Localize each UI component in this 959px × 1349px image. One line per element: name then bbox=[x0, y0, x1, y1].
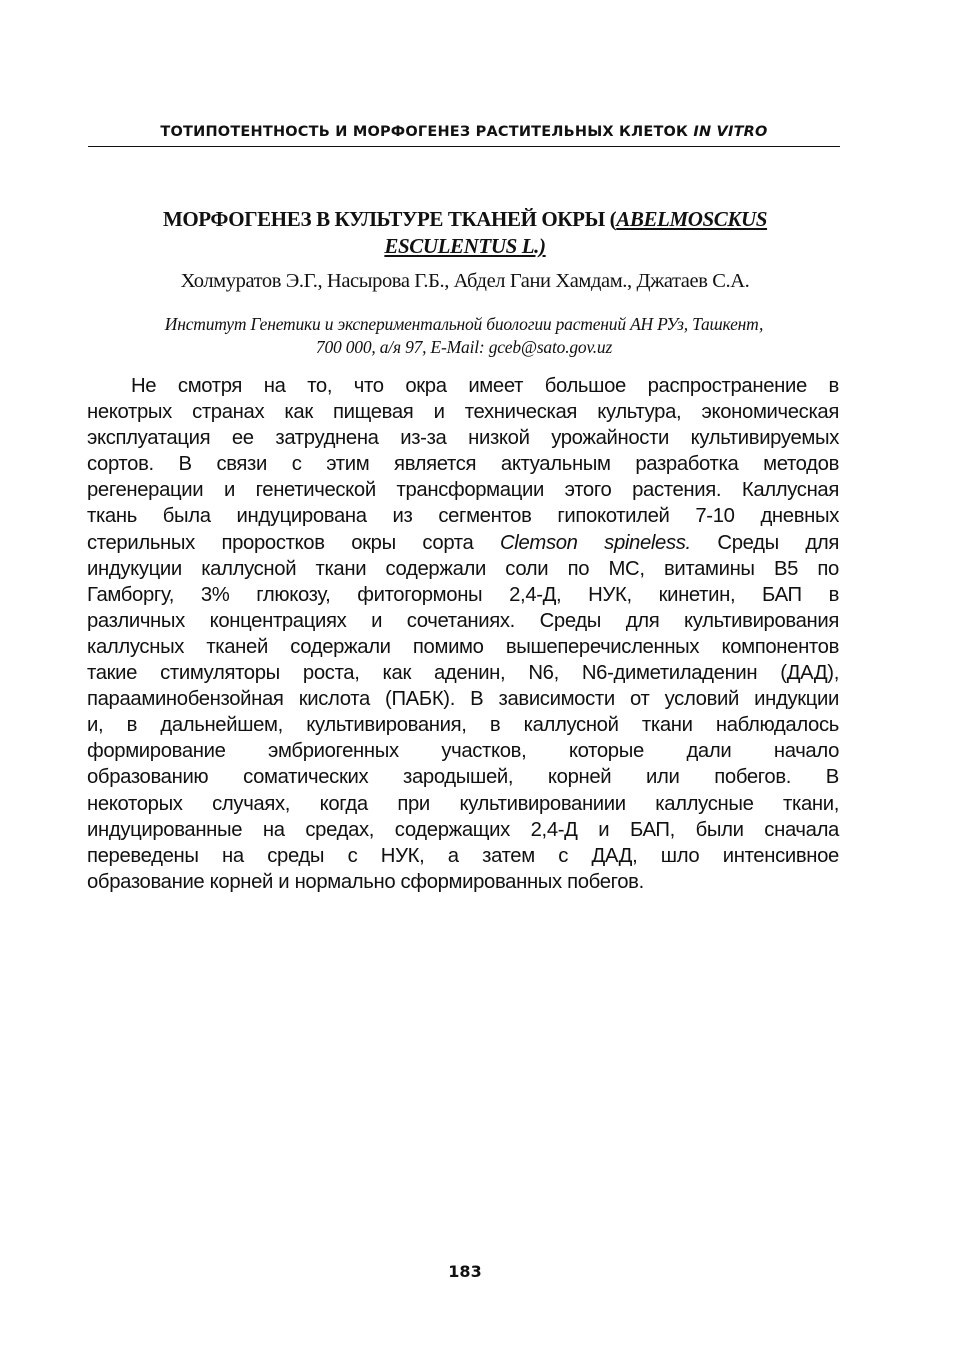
body-line: образование корней и нормально сформированных побегов. bbox=[87, 870, 644, 893]
article-title bbox=[100, 206, 830, 260]
body-line: индуцированные на средах, содержащих 2,4-Д и БАП, были сначала bbox=[87, 818, 839, 841]
body-text-segment: стерильных проростков окры сорта bbox=[87, 531, 501, 554]
title-latin-line2: ESCULENTUS L.) bbox=[384, 234, 546, 258]
body-line: образованию соматических зародышей, корней или побегов. В bbox=[87, 766, 839, 789]
body-line: эксплуатация ее затруднена из-за низкой урожайности культивируемых bbox=[87, 427, 839, 450]
body-line: Не смотря на то, что окра имеет большое распространение в bbox=[131, 375, 839, 397]
affiliation-line2: 700 000, а/я 97, E-Mail: gceb@sato.gov.uz bbox=[315, 337, 613, 357]
body-line: сортов. В связи с этим является актуальным разработка методов bbox=[87, 453, 839, 476]
body-text-segment: Среды для bbox=[690, 531, 839, 554]
body-line bbox=[87, 530, 839, 556]
running-header bbox=[88, 124, 840, 140]
body-line: переведены на среды с НУК, а затем с ДАД, шло интенсивное bbox=[87, 844, 839, 867]
cultivar-name: Clemson spineless. bbox=[500, 531, 691, 554]
running-header-italic: IN VITRO bbox=[693, 124, 768, 140]
title-latin-line1: ABELMOSCKUS bbox=[616, 207, 768, 231]
affiliation-line1: Институт Генетики и экспериментальной биологии растений АН РУз, Ташкент, bbox=[164, 314, 764, 334]
title-main: МОРФОГЕНЕЗ В КУЛЬТУРЕ ТКАНЕЙ ОКРЫ ( bbox=[162, 207, 617, 231]
authors: Холмуратов Э.Г., Насырова Г.Б., Абдел Гани Хамдам., Джатаев С.А. bbox=[180, 270, 750, 292]
body-line: парааминобензойная кислота (ПАБК). В зависимости от условий индукции bbox=[87, 688, 839, 711]
page-number: 183 bbox=[448, 1262, 482, 1281]
body-line: некоторых случаях, когда при культивированиии каллусные ткани, bbox=[87, 792, 839, 815]
header-rule bbox=[88, 146, 840, 147]
body-line: некотрых странах как пищевая и техническая культура, экономическая bbox=[87, 401, 839, 424]
body-line: индукуции каллусной ткани содержали соли по МС, витамины В5 по bbox=[87, 557, 839, 580]
body-line: ткань была индуцирована из сегментов гипокотилей 7-10 дневных bbox=[87, 505, 839, 528]
affiliation bbox=[90, 313, 838, 359]
running-header-text: ТОТИПОТЕНТНОСТЬ И МОРФОГЕНЕЗ РАСТИТЕЛЬНЫХ КЛЕТОК bbox=[160, 124, 689, 140]
body-line: формирование эмбриогенных участков, которые дали начало bbox=[87, 740, 839, 763]
body-line: Гамборгу, 3% глюкозу, фитогормоны 2,4-Д, НУК, кинетин, БАП в bbox=[87, 583, 839, 606]
abstract-body bbox=[87, 373, 839, 895]
body-line: и, в дальнейшем, культивирования, в каллусной ткани наблюдалось bbox=[87, 714, 839, 737]
body-line: такие стимуляторы роста, как аденин, N6, N6-диметиладенин (ДАД), bbox=[87, 662, 839, 685]
body-line: регенерации и генетической трансформации этого растения. Каллусная bbox=[87, 479, 839, 502]
body-line: различных концентрациях и сочетаниях. Среды для культивирования bbox=[87, 609, 839, 632]
body-line: каллусных тканей содержали помимо вышеперечисленных компонентов bbox=[87, 635, 839, 658]
